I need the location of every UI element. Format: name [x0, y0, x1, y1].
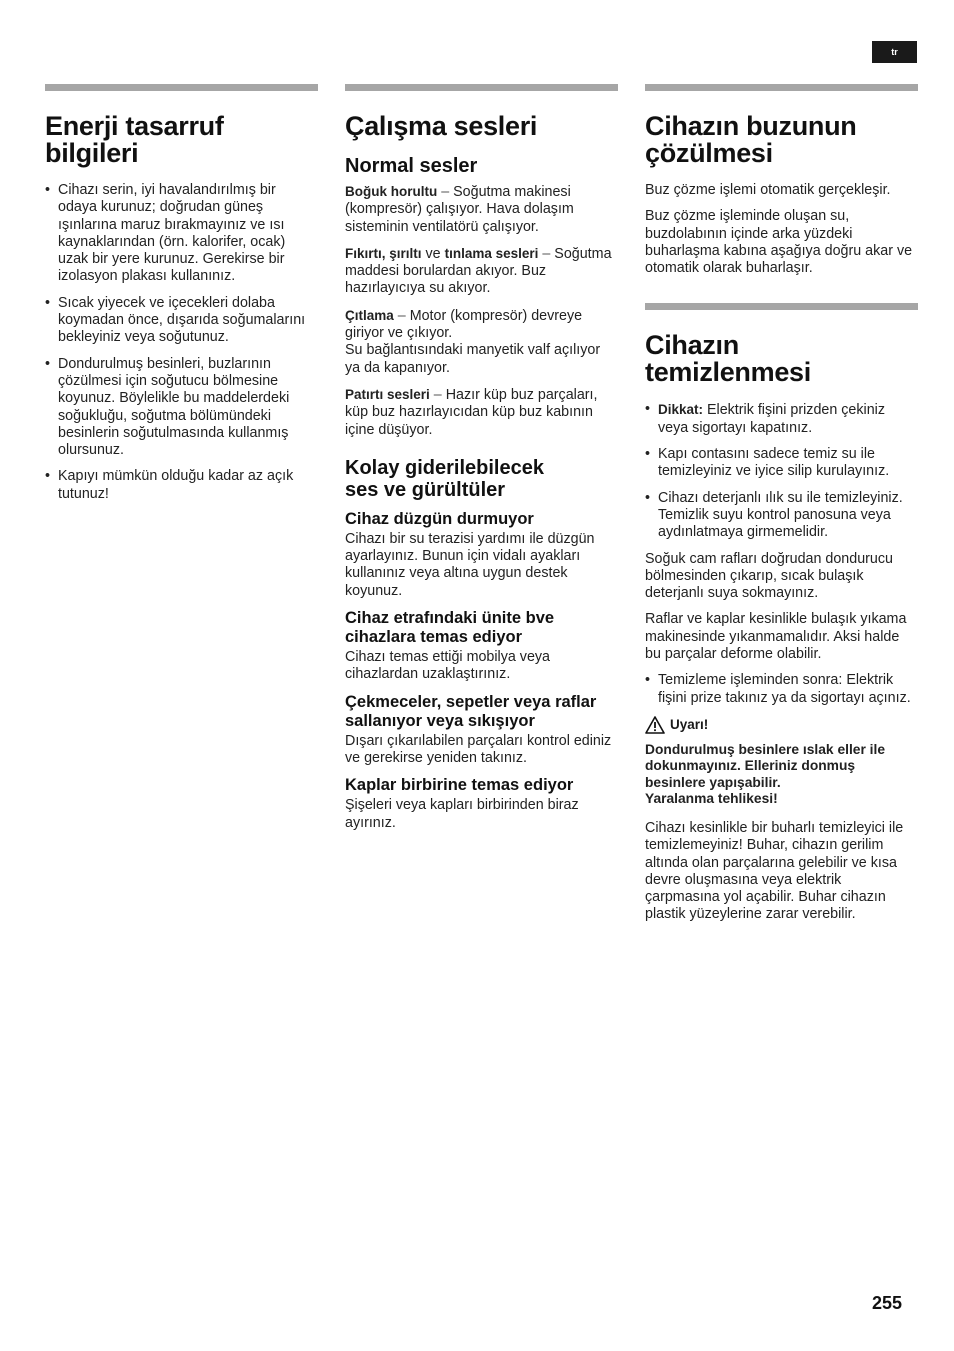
- cleaning-steps-list: [645, 672, 918, 707]
- list-item: • Temizleme işleminden sonra: Elektrik fişini prize takınız ya da sigortayı açınız.: [645, 672, 918, 707]
- sound-term: Patırtı sesleri: [345, 386, 430, 402]
- sound-item: [345, 307, 618, 377]
- cleaning-title: [645, 332, 918, 386]
- fixable-noises-heading: [345, 457, 618, 501]
- list-item: • Sıcak yiyecek ve içecekleri dolaba koymadan önce, dışarıda soğumalarını bekleyiniz veya soğutunuz.: [45, 295, 318, 347]
- caution-text: Elektrik fişini prizden çekiniz veya sigortayı kapatınız.: [658, 402, 885, 436]
- list-item: • Dondurulmuş besinleri, buzlarının çözülmesi için soğutucu bölmesine koyunuz. Böylelikle bu maddelerdeki soğukluğu, soğutma bölümündeki besinlerin soğutulmasında kullanmış olursunuz.: [45, 356, 318, 460]
- cleaning-paragraph: Raflar ve kaplar kesinlikle bulaşık yıkama makinesinde yıkanmamalıdır. Aksi halde bu parçalar deforme olabilir.: [645, 611, 907, 663]
- energy-tips-list: [45, 182, 318, 503]
- sound-text: Hazır küp buz parçaları, küp buz hazırlayıcıdan küp buz kabının içine düşüyor.: [345, 386, 598, 438]
- cleaning-steps-list: [645, 401, 918, 541]
- sound-separator: –: [429, 386, 446, 403]
- warning-line: Yaralanma tehlikesi!: [645, 791, 778, 807]
- sound-conjunction: ve: [421, 245, 445, 262]
- list-item: • Kapıyı mümkün olduğu kadar az açık tutunuz!: [45, 468, 318, 503]
- column-energy-saving: [45, 84, 318, 512]
- operating-noises-title: Çalışma sesleri: [345, 111, 538, 141]
- list-item: • Kapı contasını sadece temiz su ile temizleyiniz ve iyice silip kurulayınız.: [645, 446, 918, 481]
- issue-title: Cihaz düzgün durmuyor: [345, 509, 534, 528]
- column-operating-noises: [345, 84, 618, 841]
- defrost-paragraph: Buz çözme işleminde oluşan su, buzdolabının içinde arka yüzdeki buharlaşma kabına aşağıya doğru akar ve otomatik olarak buharlaşır.: [645, 208, 913, 277]
- caution-term: Dikkat:: [658, 402, 704, 418]
- sound-text: Soğutma makinesi (kompresör) çalışıyor. Hava dolaşım sisteminin ventilatörü çalışıyor.: [345, 184, 574, 235]
- sound-term: Boğuk horultu: [345, 184, 438, 199]
- normal-sounds-heading: Normal sesler: [345, 155, 478, 177]
- section-rule: [45, 84, 318, 91]
- warning-triangle-icon: [645, 716, 665, 734]
- language-badge: tr: [872, 41, 917, 63]
- sound-item: [345, 386, 618, 439]
- steam-cleaner-paragraph: Cihazı kesinlikle bir buharlı temizleyici ile temizlemeyiniz! Buhar, cihazın gerilim altında olan parçalarına gelebilir ve kısa devre oluşmasına veya elektrik çarpmasına yol açabilir. Buhar cihazın plastik yüzeylerine zarar verebilir.: [645, 819, 904, 923]
- title-line: temizlenmesi: [645, 357, 811, 388]
- energy-saving-title: [45, 113, 318, 167]
- issue-text: Dışarı çıkarılabilen parçaları kontrol ediniz ve gerekirse yeniden takınız.: [345, 732, 612, 766]
- warning-text: [645, 742, 918, 808]
- warning-header: [645, 716, 918, 734]
- title-line: Cihazın: [645, 330, 739, 361]
- sound-extra-text: Su bağlantısındaki manyetik valf açılıyor ya da kapanıyor.: [345, 342, 601, 376]
- issue-title: Kaplar birbirine temas ediyor: [345, 776, 574, 795]
- issue-title: Cihaz etrafındaki ünite bve cihazlara temas ediyor: [345, 609, 555, 647]
- issue-text: Şişeleri veya kapları birbirinden biraz ayırınız.: [345, 797, 579, 831]
- section-rule: [345, 84, 618, 91]
- sound-separator: –: [538, 245, 555, 262]
- sound-separator: –: [437, 184, 454, 200]
- warning-label: Uyarı!: [670, 717, 709, 733]
- sound-separator: –: [393, 307, 410, 324]
- title-line: Enerji tasarruf: [45, 111, 224, 141]
- cleaning-paragraph: Soğuk cam rafları doğrudan dondurucu bölmesinden çıkarıp, sıcak bulaşık deterjanlı suya sokmayınız.: [645, 550, 893, 602]
- sound-item: [345, 183, 618, 236]
- heading-line: ses ve gürültüler: [345, 478, 506, 501]
- list-item: [645, 401, 918, 437]
- title-line: bilgileri: [45, 138, 139, 168]
- defrost-title: [645, 113, 918, 167]
- heading-line: Kolay giderilebilecek: [345, 456, 544, 479]
- list-item: • Cihazı serin, iyi havalandırılmış bir odaya kurunuz; doğrudan güneş ışınlarına maruz bırakmayınız ve ısı kaynaklarından (örn. kalorifer, ocak) uzak bir yere kurunuz. Gerekirse bir izolasyon plakası kullanınız.: [45, 182, 318, 286]
- column-defrost-cleaning: [645, 84, 918, 933]
- list-item: • Cihazı deterjanlı ılık su ile temizleyiniz. Temizlik suyu kontrol panosuna veya aydınlatmaya girmemelidir.: [645, 490, 918, 542]
- sound-item: [345, 245, 618, 298]
- sound-term: Çıtlama: [345, 307, 394, 323]
- section-rule: [645, 84, 918, 91]
- page-number: 255: [872, 1293, 903, 1313]
- sound-term: Fıkırtı, şırıltı: [345, 245, 422, 261]
- issue-text: Cihazı temas ettiği mobilya veya cihazlardan uzaklaştırınız.: [345, 649, 551, 683]
- issue-title: Çekmeceler, sepetler veya raflar sallanıyor veya sıkışıyor: [345, 692, 597, 730]
- section-rule: [645, 303, 918, 310]
- title-line: çözülmesi: [645, 138, 773, 168]
- sound-text: Soğutma maddesi borulardan akıyor. Buz hazırlayıcıya su akıyor.: [345, 245, 612, 297]
- issue-text: Cihazı bir su terazisi yardımı ile düzgün ayarlayınız. Bunun için vidalı ayakları kullanınız veya altına uygun destek koyunuz.: [345, 530, 595, 599]
- sound-text: Motor (kompresör) devreye giriyor ve çıkıyor.: [345, 307, 583, 342]
- warning-line: Dondurulmuş besinlere ıslak eller ile dokunmayınız. Elleriniz donmuş besinlere yapışabilir.: [645, 741, 885, 790]
- defrost-paragraph: Buz çözme işlemi otomatik gerçekleşir.: [645, 182, 891, 198]
- title-line: Cihazın buzunun: [645, 111, 857, 141]
- sound-term: tınlama sesleri: [444, 245, 539, 261]
